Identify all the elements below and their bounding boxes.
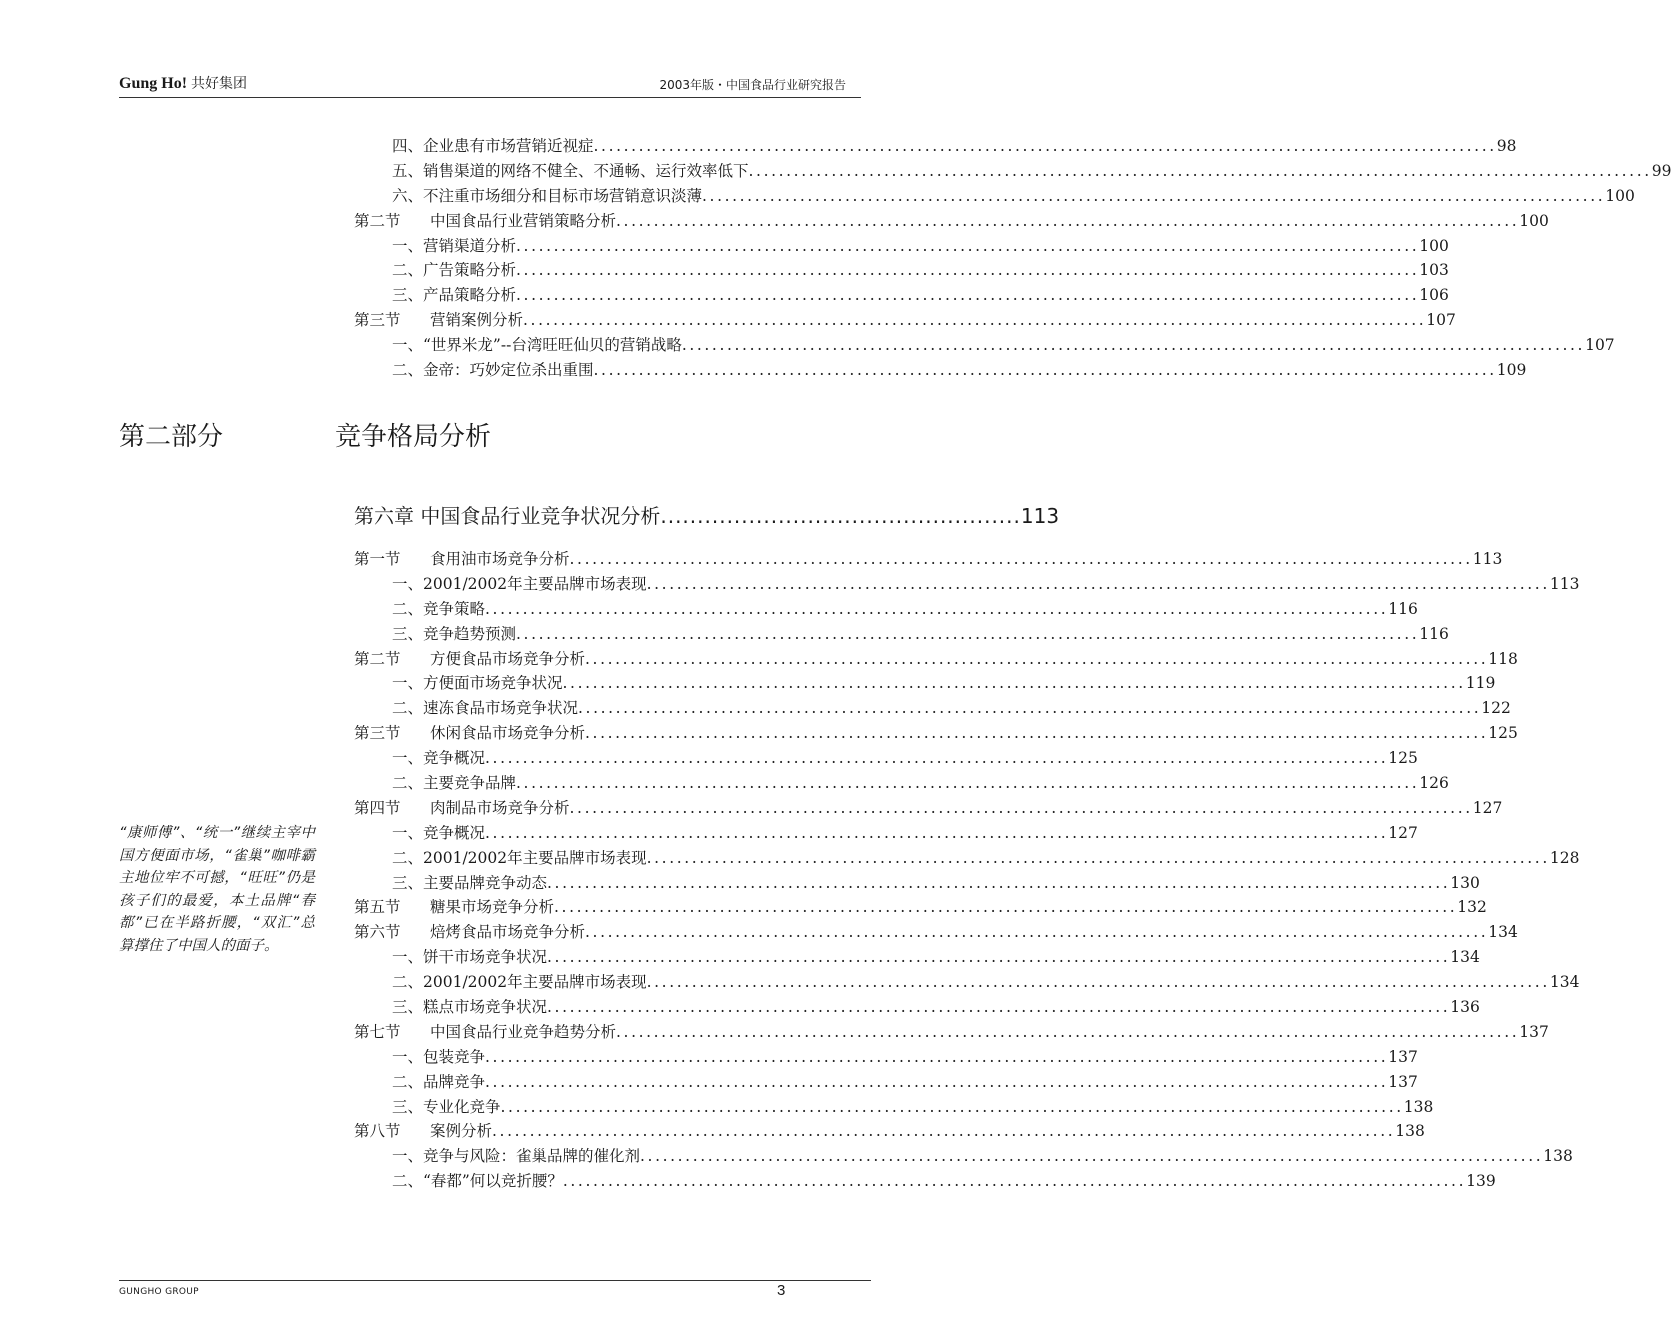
toc-page-number: 113 [1549,574,1580,593]
toc-entry-title: 营销案例分析 [430,311,524,330]
toc-page-number: 130 [1450,873,1480,892]
toc-section-entry[interactable] [354,1119,1425,1144]
toc-leader-dots: ........................................................................................................................ [585,923,1489,942]
toc-leader-dots: ........................................................................................................................ [646,973,1550,992]
toc-leader-dots: ........................................................................................................................ [702,186,1606,205]
toc-subsection-entry[interactable] [354,184,1635,209]
toc-page-number: 134 [1450,948,1480,967]
toc-section-number: 第七节 [354,1022,401,1041]
toc-entry-title: 休闲食品市场竞争分析 [430,724,586,743]
toc-page-number: 137 [1388,1047,1418,1066]
toc-section-entry[interactable] [354,209,1549,234]
toc-page-number: 138 [1543,1147,1573,1166]
toc-subsection-entry[interactable] [354,597,1418,622]
toc-leader-dots: ........................................................................................................................ [516,261,1420,280]
header-report-title: 2003年版・中国食品行业研究报告 [659,78,846,92]
toc-subsection-entry[interactable] [354,358,1527,383]
toc-leader-dots: ........................................................................................................................ [516,774,1420,793]
toc-page-number: 127 [1472,798,1503,817]
toc-subsection-entry[interactable] [354,1070,1418,1095]
toc-subsection-entry[interactable] [354,1169,1496,1194]
toc-page-number: 134 [1549,973,1580,992]
toc-page-number: 125 [1388,749,1418,768]
chapter-page: 113 [1020,504,1060,528]
header-brand-en: Gung Ho! [119,75,188,92]
footer-brand: GUNGHO GROUP [119,1287,199,1297]
toc-page-number: 100 [1605,186,1635,205]
toc-entry-title: 焙烤食品市场竞争分析 [430,923,586,942]
toc-page-number: 139 [1466,1172,1496,1191]
toc-entry-title: 一、竞争与风险：雀巢品牌的催化剂 [392,1147,641,1166]
toc-page-number: 103 [1419,261,1449,280]
chapter-title: 第六章 中国食品行业竞争状况分析 [354,504,661,528]
toc-page-number: 134 [1488,923,1518,942]
pull-quote: “康师傅”、“统一”继续主宰中国方便面市场，“雀巢”咖啡霸主地位牢不可撼，“旺旺”仍是孩子们的最爱，本土品牌“春都”已在半路折腰，“双汇”总算撑住了中国人的面子。 [119,825,315,954]
toc-leader-dots: ........................................................................................................................ [562,674,1466,693]
toc-chapter-list [354,547,1580,1194]
toc-leader-dots: ........................................................................................................................ [585,724,1489,743]
toc-leader-dots: ........................................................................................................................ [523,311,1427,330]
toc-section-entry[interactable] [354,895,1487,920]
toc-entry-title: 方便食品市场竞争分析 [430,649,586,668]
toc-leader-dots: ........................................................................................................................ [485,1072,1389,1091]
toc-subsection-entry[interactable] [354,622,1449,647]
toc-section-entry[interactable] [354,721,1518,746]
toc-entry-title: 一、“世界米龙”--台湾旺旺仙贝的营销战略 [392,336,682,355]
toc-entry-title: 肉制品市场竞争分析 [430,798,570,817]
toc-entry-title: 二、竞争策略 [392,599,486,618]
toc-subsection-entry[interactable] [354,1144,1573,1169]
toc-leader-dots: ........................................................................................................................ [485,599,1389,618]
toc-page-number: 137 [1388,1072,1418,1091]
toc-subsection-entry[interactable] [354,821,1418,846]
toc-entry-title: 二、广告策略分析 [392,261,517,280]
toc-entry-title: 案例分析 [430,1122,493,1141]
toc-entry-title: 中国食品行业竞争趋势分析 [430,1022,617,1041]
toc-leader-dots: ........................................................................................................................ [748,161,1652,180]
toc-subsection-entry[interactable] [354,995,1480,1020]
toc-entry-title: 三、产品策略分析 [392,286,517,305]
toc-leader-dots: ........................................................................................................................ [547,948,1451,967]
toc-page-number: 119 [1465,674,1496,693]
toc-page-number: 118 [1488,649,1518,668]
toc-leader-dots: ........................................................................................................................ [593,137,1497,155]
toc-subsection-entry[interactable] [354,970,1580,995]
toc-subsection-entry[interactable] [354,871,1480,896]
toc-page-number: 116 [1388,599,1418,618]
toc-leader-dots: ........................................................................................................................ [485,749,1389,768]
toc-leader-dots: ........................................................................................................................ [485,823,1389,842]
toc-entry-title: 三、竞争趋势预测 [392,624,517,643]
toc-section-entry[interactable] [354,308,1456,333]
toc-page-number: 122 [1481,699,1511,718]
toc-subsection-entry[interactable] [354,234,1449,259]
toc-leader-dots: ........................................................................................................................ [646,574,1550,593]
toc-entry-title: 一、竞争概况 [392,749,486,768]
toc-page-number: 132 [1457,898,1487,917]
toc-page-number: 100 [1519,211,1549,230]
toc-leader-dots: ........................................................................................................................ [593,361,1497,380]
toc-section-entry[interactable] [354,547,1503,572]
toc-leader-dots: ........................................................................................................................ [547,998,1451,1017]
chapter-heading[interactable] [354,500,1060,529]
toc-leader-dots: ........................................................................................................................ [562,1172,1467,1191]
toc-entry-title: 一、饼干市场竞争状况 [392,948,548,967]
toc-leader-dots: ........................................................................................................................ [485,1047,1389,1066]
toc-entry-title: 六、不注重市场细分和目标市场营销意识淡薄 [392,186,703,205]
toc-entry-title: 二、主要竞争品牌 [392,774,517,793]
toc-section-entry[interactable] [354,920,1518,945]
toc-entry-title: 二、2001/2002年主要品牌市场表现 [392,973,647,992]
toc-entry-title: 一、营销渠道分析 [392,236,517,255]
toc-section-number: 第五节 [354,898,401,917]
header-brand-cn: 共好集团 [191,76,248,92]
toc-leader-dots: ........................................................................................................................ [569,550,1473,568]
toc-subsection-entry[interactable] [354,1095,1434,1120]
footer-divider [119,1280,871,1281]
toc-leader-dots: ........................................................................................................................ [500,1097,1404,1116]
toc-leader-dots: ........................................................................................................................ [616,211,1520,230]
toc-page-number: 136 [1450,998,1480,1017]
toc-entry-title: 二、速冻食品市场竞争状况 [392,699,579,718]
toc-page-number: 137 [1519,1022,1549,1041]
toc-subsection-entry[interactable] [354,746,1418,771]
toc-subsection-entry[interactable] [354,945,1480,970]
toc-leader-dots: ........................................................................................................................ [554,898,1458,917]
toc-leader-dots: ........................................................................................................................ [646,848,1550,867]
toc-leader-dots: ........................................................................................................................ [585,649,1489,668]
toc-page-number: 113 [1472,550,1503,568]
toc-section-number: 第三节 [354,311,401,330]
toc-subsection-entry[interactable] [354,671,1496,696]
toc-entry-title: 三、专业化竞争 [392,1097,501,1116]
part-title: 竞争格局分析 [335,422,492,452]
toc-section-number: 第四节 [354,798,401,817]
page-number: 3 [777,1282,786,1299]
toc-page-number: 116 [1419,624,1449,643]
toc-entry-title: 二、“春都”何以竞折腰？ [392,1172,563,1191]
toc-leader-dots: ........................................................................................................................ [616,1022,1520,1041]
toc-entry-title: 三、主要品牌竞争动态 [392,873,548,892]
toc-subsection-entry[interactable] [354,283,1449,308]
toc-entry-title: 二、2001/2002年主要品牌市场表现 [392,848,647,867]
toc-section-number: 第二节 [354,211,401,230]
toc-subsection-entry[interactable] [354,333,1615,358]
toc-entry-title: 一、竞争概况 [392,823,486,842]
part-label: 第二部分 [119,422,224,452]
toc-leader-dots: ........................................................................................................................ [640,1147,1544,1166]
chapter-leader-dots: ................................................. [660,504,1021,528]
toc-page-number: 100 [1419,236,1449,255]
toc-page-number: 99 [1651,161,1672,180]
toc-page-number: 107 [1426,311,1456,330]
toc-section-entry[interactable] [354,1020,1549,1045]
toc-subsection-entry[interactable] [354,846,1580,871]
toc-subsection-entry[interactable] [354,1045,1418,1070]
toc-entry-title: 糖果市场竞争分析 [430,898,555,917]
toc-entry-title: 三、糕点市场竞争状况 [392,998,548,1017]
toc-entry-title: 中国食品行业营销策略分析 [430,211,617,230]
toc-leader-dots: ........................................................................................................................ [516,624,1420,643]
toc-entry-title: 一、2001/2002年主要品牌市场表现 [392,574,647,593]
toc-leader-dots: ........................................................................................................................ [681,336,1586,355]
toc-entry-title: 二、品牌竞争 [392,1072,486,1091]
toc-page-number: 128 [1549,848,1580,867]
toc-continued-list [354,134,1672,383]
header-brand [119,73,247,93]
toc-section-number: 第八节 [354,1122,401,1141]
toc-entry-title: 四、企业患有市场营销近视症 [392,137,594,155]
toc-section-number: 第三节 [354,724,401,743]
toc-page-number: 138 [1395,1122,1425,1141]
toc-leader-dots: ........................................................................................................................ [516,236,1420,255]
toc-section-number: 第一节 [354,550,401,568]
toc-section-number: 第六节 [354,923,401,942]
toc-entry-title: 一、包装竞争 [392,1047,486,1066]
toc-subsection-entry[interactable] [354,258,1449,283]
toc-page-number: 138 [1403,1097,1434,1116]
toc-leader-dots: ........................................................................................................................ [492,1122,1396,1141]
toc-entry-title: 一、方便面市场竞争状况 [392,674,563,693]
toc-subsection-entry[interactable] [354,696,1511,721]
toc-leader-dots: ........................................................................................................................ [516,286,1420,305]
toc-leader-dots: ........................................................................................................................ [578,699,1482,718]
toc-subsection-entry[interactable] [354,159,1672,184]
toc-page-number: 98 [1496,137,1517,155]
toc-page-number: 106 [1419,286,1449,305]
toc-page-number: 109 [1496,361,1527,380]
toc-entry-title: 二、金帝：巧妙定位杀出重围 [392,361,594,380]
toc-subsection-entry[interactable] [354,134,1517,159]
toc-entry-title: 五、销售渠道的网络不健全、不通畅、运行效率低下 [392,161,749,180]
toc-leader-dots: ........................................................................................................................ [547,873,1451,892]
toc-leader-dots: ........................................................................................................................ [569,798,1473,817]
toc-page-number: 125 [1488,724,1518,743]
header-divider [119,97,861,98]
toc-entry-title: 食用油市场竞争分析 [430,550,570,568]
toc-page-number: 107 [1585,336,1615,355]
toc-subsection-entry[interactable] [354,572,1580,597]
toc-section-number: 第二节 [354,649,401,668]
toc-section-entry[interactable] [354,796,1503,821]
toc-section-entry[interactable] [354,647,1518,672]
toc-page-number: 127 [1388,823,1418,842]
toc-page-number: 126 [1419,774,1449,793]
toc-subsection-entry[interactable] [354,771,1449,796]
